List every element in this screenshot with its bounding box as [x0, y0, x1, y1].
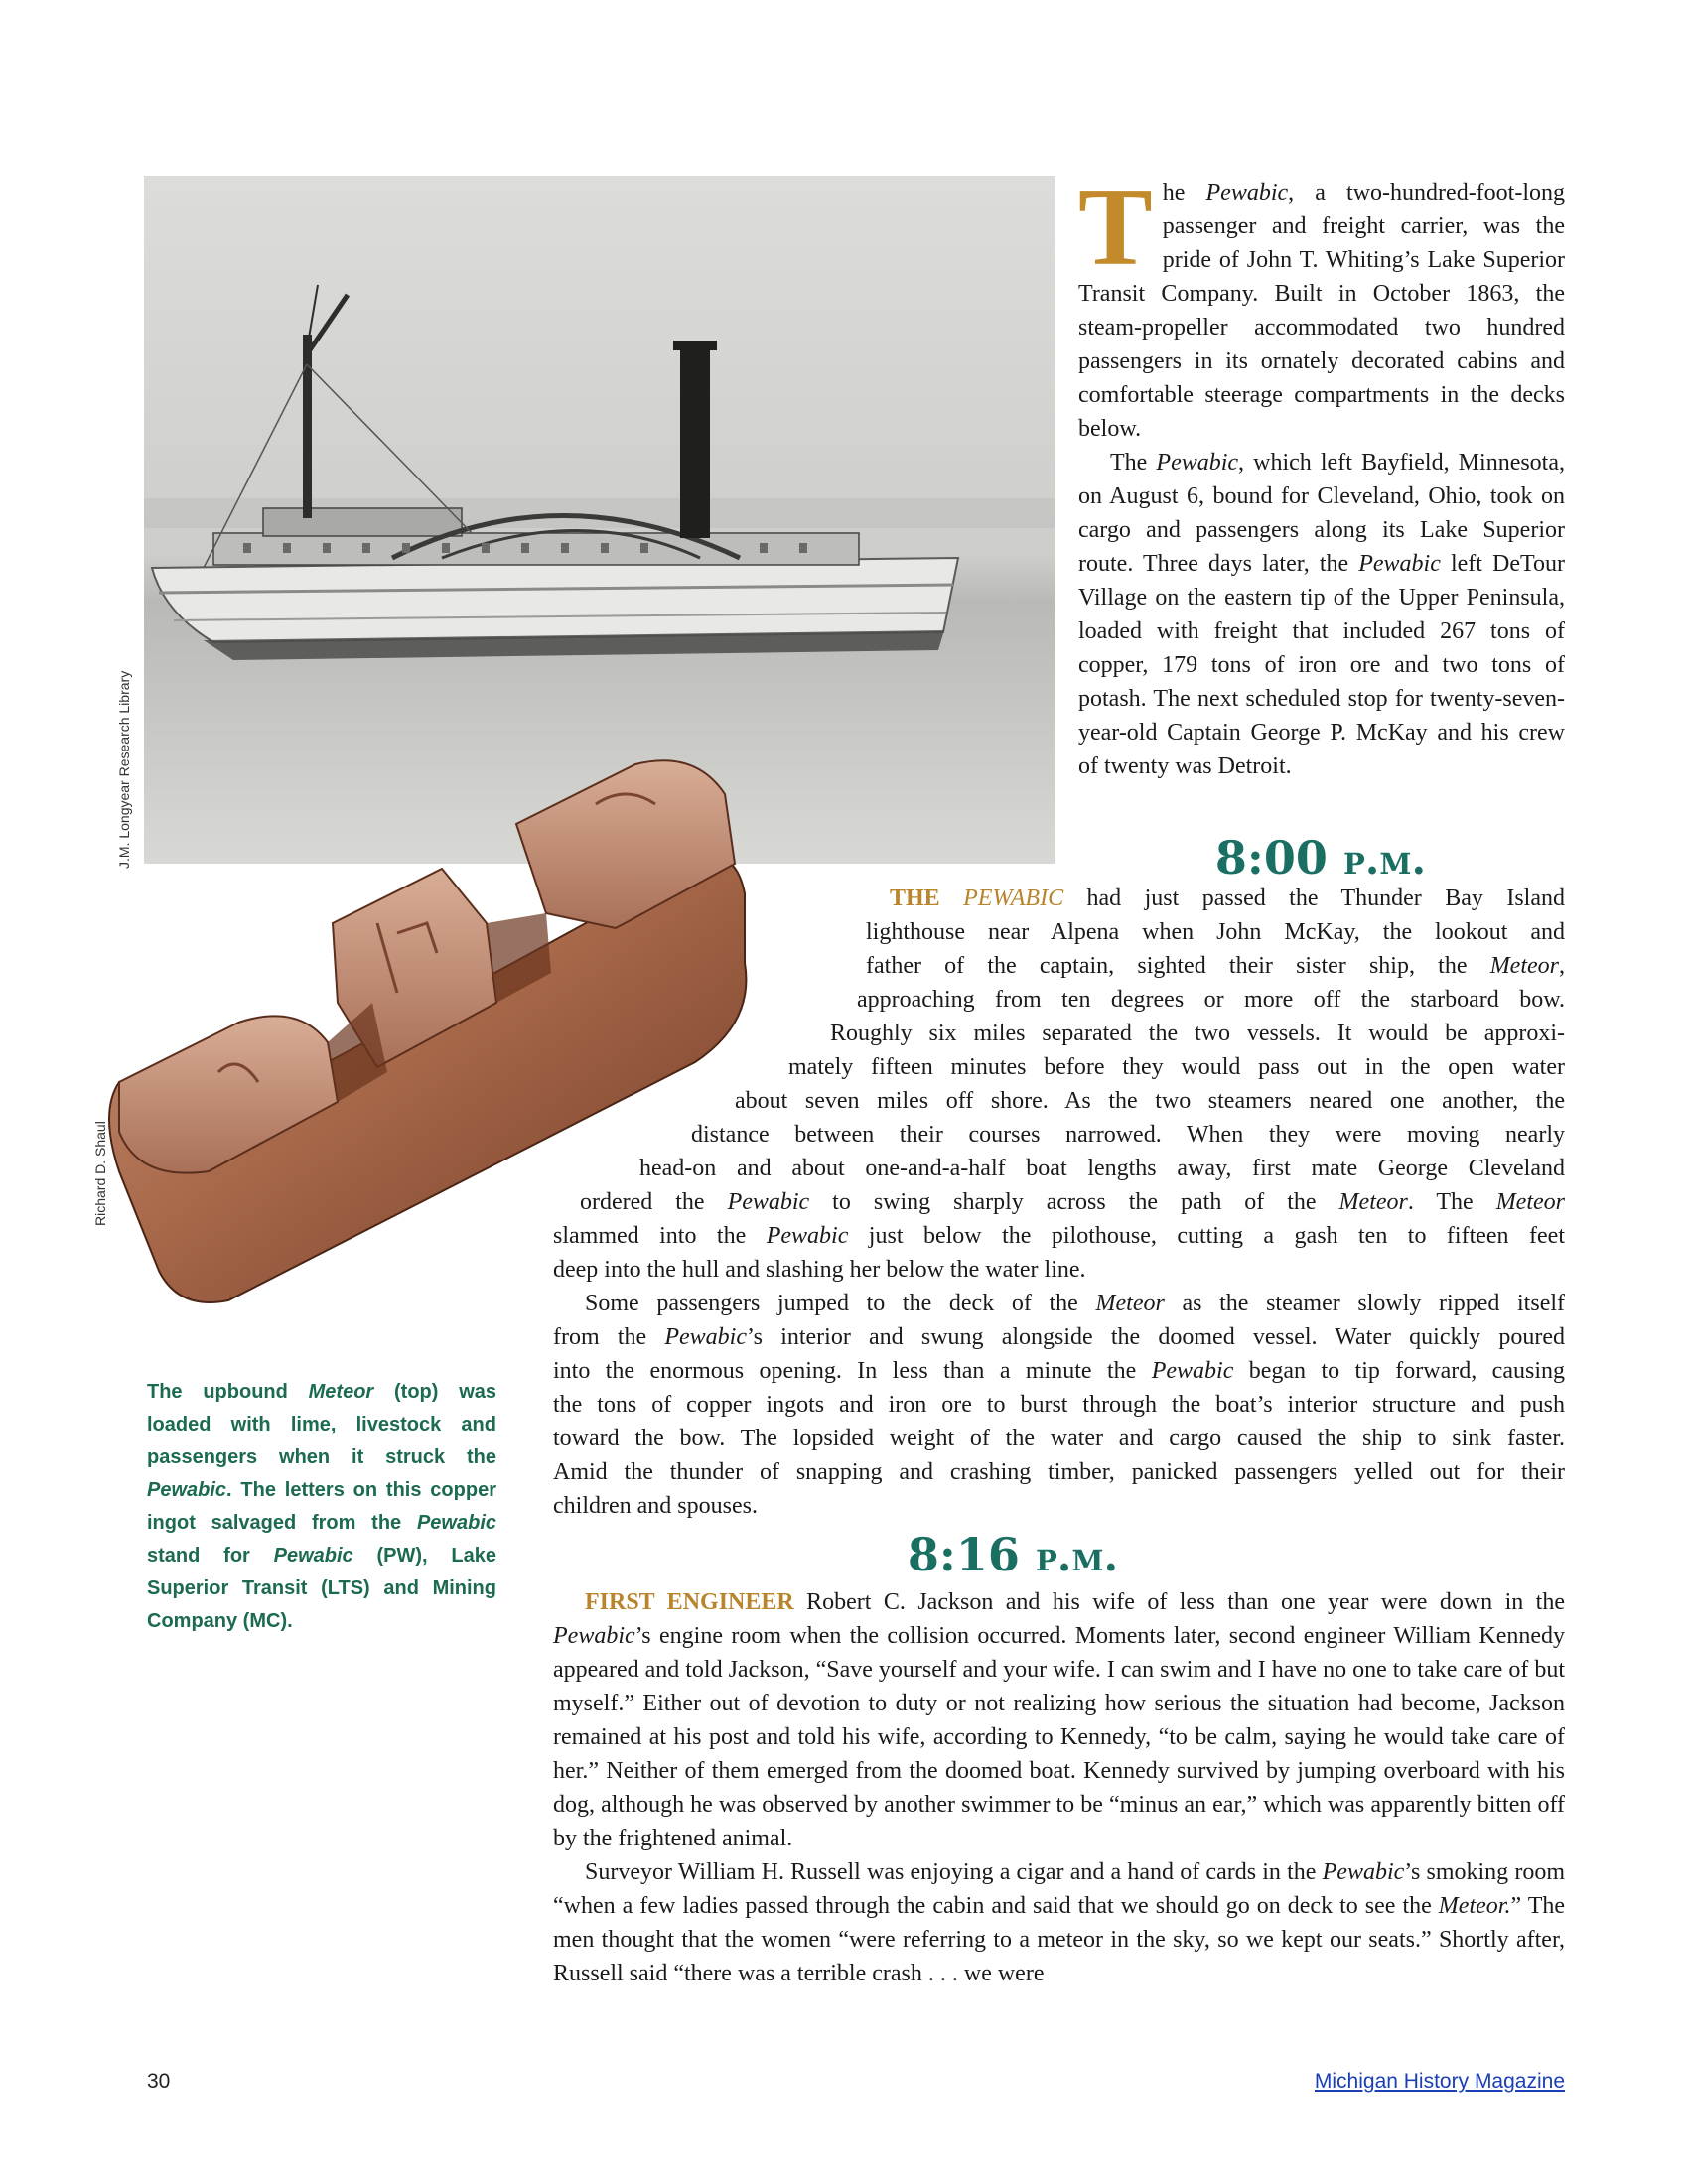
ingot-photo-credit: Richard D. Shaul [92, 1121, 108, 1226]
page-number: 30 [147, 2070, 171, 2093]
text-line: Roughly six miles separated the two vessels. It would be approxi- [830, 1021, 1565, 1046]
text-line: the tons of copper ingots and iron ore to burst through the boat’s interior structure and push [553, 1392, 1565, 1418]
engine-room-paragraph: FIRST ENGINEER Robert C. Jackson and his wife of less than one year were down in the Pewabic’s engine room when the collision occurred. Moments later, second engineer William Kennedy appeared and told Jackson, “Save yourself and your wife. I can swim and I have no one to take care of but myself.” Either out of devotion to duty or not realizing how serious the situation had become, Jackson remained at his post and told his wife, according to Kennedy, “to be calm, saying he would take care of her.” Neither of them emerged from the doomed boat. Kennedy survived by jumping overboard with his dog, although he was observed by another swimmer to be “minus an ear,” which was apparently bitten off by the frightened animal. [553, 1589, 1566, 1851]
drop-cap: T [1078, 166, 1153, 289]
time-heading-8-00: 8:00 p.m. [1214, 831, 1427, 885]
text-line: Amid the thunder of snapping and crashing timber, panicked passengers yelled out for their [553, 1459, 1565, 1485]
text-line: slammed into the Pewabic just below the pilothouse, cutting a gash ten to fifteen feet [553, 1223, 1565, 1249]
section-lead-in: THE PEWABIC [890, 886, 1064, 911]
engine-room-section [553, 1585, 1565, 1990]
text-line: toward the bow. The lopsided weight of the water and cargo caused the ship to sink faster. [553, 1426, 1565, 1451]
smoking-room-paragraph: Surveyor William H. Russell was enjoying a cigar and a hand of cards in the Pewabic’s smoking room “when a few ladies passed through the cabin and said that we should go on deck to see the Meteor.” The men thought that the women “were referring to a meteor in the sky, so we kept our seats.” Shortly after, Russell said “there was a terrible crash . . . we were [553, 1859, 1566, 1986]
time-heading-8-16: 8:16 p.m. [907, 1528, 1119, 1581]
text-line: THE PEWABIC had just passed the Thunder Bay Island [890, 886, 1565, 911]
text-line: ordered the Pewabic to swing sharply across the path of the Meteor. The Meteor [580, 1189, 1565, 1215]
intro-column [1078, 166, 1566, 783]
text-line: Some passengers jumped to the deck of the Meteor as the steamer slowly ripped itself [585, 1291, 1566, 1316]
text-line: from the Pewabic’s interior and swung alongside the doomed vessel. Water quickly poured [553, 1324, 1566, 1350]
intro-paragraph-1: The Pewabic, a two-hundred-foot-long passenger and freight carrier, was the pride of John T. Whiting’s Lake Superior Transit Company. Built in October 1863, the steam-propeller accommodated two hundred passengers in its ornately decorated cabins and comfortable steerage compartments in the decks below. [1078, 166, 1566, 442]
text-line: into the enormous opening. In less than a minute the Pewabic began to tip forward, causing [553, 1358, 1565, 1384]
text-line: father of the captain, sighted their sister ship, the Meteor, [866, 953, 1565, 979]
text-line: lighthouse near Alpena when John McKay, the lookout and [866, 919, 1565, 945]
text-line: head-on and about one-and-a-half boat lengths away, first mate George Cleveland [639, 1156, 1565, 1181]
text-line: approaching from ten degrees or more off the starboard bow. [857, 987, 1565, 1013]
text-line: children and spouses. [553, 1493, 758, 1519]
photo-caption: The upbound Meteor (top) was loaded with lime, livestock and passengers when it struck the Pewabic. The letters on this copper ingot salvaged from the Pewabic stand for Pewabic (PW), Lake Superior Transit (LTS) and Mining Company (MC). [147, 1381, 496, 1632]
text-line: deep into the hull and slashing her below the water line. [553, 1257, 1086, 1283]
magazine-link[interactable]: Michigan History Magazine [1314, 2070, 1565, 2093]
text-line: about seven miles off shore. As the two steamers neared one another, the [735, 1088, 1565, 1114]
intro-paragraph-2: The Pewabic, which left Bayfield, Minnesota, on August 6, bound for Cleveland, Ohio, took on cargo and passengers along its Lake Superior route. Three days later, the Pewabic left DeTour Village on the eastern tip of the Upper Peninsula, loaded with freight that included 267 tons of copper, 179 tons of iron ore and two tons of potash. The next scheduled stop for twenty-seven-year-old Captain George P. McKay and his crew of twenty was Detroit. [1078, 450, 1566, 779]
section-lead-in: FIRST ENGINEER [585, 1589, 794, 1615]
text-line: distance between their courses narrowed. When they were moving nearly [691, 1122, 1565, 1148]
ship-photo-credit: J.M. Longyear Research Library [116, 670, 132, 869]
text-line: mately fifteen minutes before they would pass out in the open water [788, 1054, 1565, 1080]
